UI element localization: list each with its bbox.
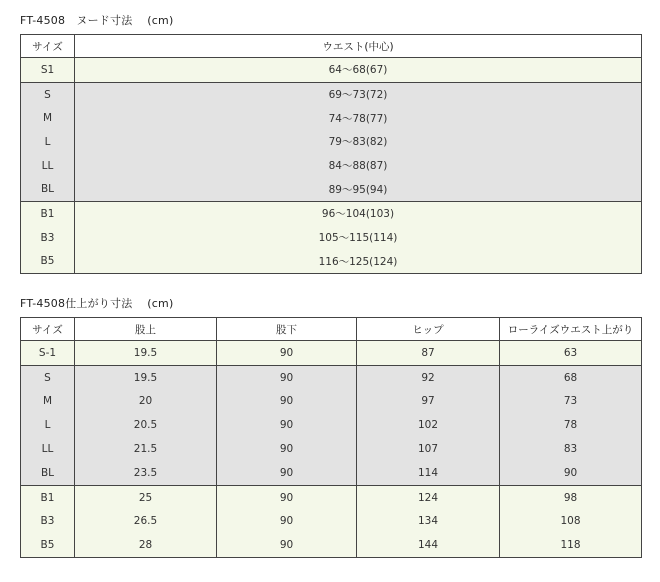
hip-cell: 107 (357, 437, 500, 461)
waist-cell: 89～95(94) (75, 177, 642, 201)
size-cell: S (21, 365, 75, 389)
size-cell: S (21, 82, 75, 106)
lowrise-cell: 118 (500, 533, 642, 557)
table-row (21, 154, 642, 178)
nude-size-title: FT-4508 ヌード寸法 (cm) (20, 14, 174, 27)
lowrise-cell: 98 (500, 485, 642, 509)
table-row (21, 365, 642, 389)
hip-cell: 92 (357, 365, 500, 389)
rise-cell: 25 (75, 485, 217, 509)
size-cell: B5 (21, 533, 75, 557)
size-cell: B5 (21, 250, 75, 274)
inseam-cell: 90 (217, 390, 357, 414)
size-cell: BL (21, 177, 75, 201)
table-row (21, 177, 642, 201)
rise-cell: 28 (75, 533, 217, 557)
waist-cell: 105～115(114) (75, 226, 642, 250)
size-cell: LL (21, 437, 75, 461)
waist-cell: 74～78(77) (75, 106, 642, 130)
header-waist: ウエスト(中心) (75, 35, 642, 58)
size-cell: S-1 (21, 341, 75, 366)
table-row (21, 413, 642, 437)
inseam-cell: 90 (217, 461, 357, 485)
header-size: サイズ (21, 318, 75, 341)
rise-cell: 20 (75, 390, 217, 414)
waist-cell: 69～73(72) (75, 82, 642, 106)
size-cell: LL (21, 154, 75, 178)
waist-cell: 79～83(82) (75, 130, 642, 154)
table-row (21, 58, 642, 83)
rise-cell: 20.5 (75, 413, 217, 437)
waist-cell: 96～104(103) (75, 202, 642, 226)
table-row (21, 130, 642, 154)
table-header-row (21, 35, 642, 58)
header-rise: 股上 (75, 318, 217, 341)
rise-cell: 19.5 (75, 341, 217, 366)
inseam-cell: 90 (217, 437, 357, 461)
table-row (21, 510, 642, 534)
size-cell: B3 (21, 226, 75, 250)
nude-size-table (20, 34, 642, 274)
header-inseam: 股下 (217, 318, 357, 341)
hip-cell: 124 (357, 485, 500, 509)
table-row (21, 485, 642, 509)
inseam-cell: 90 (217, 510, 357, 534)
rise-cell: 19.5 (75, 365, 217, 389)
lowrise-cell: 68 (500, 365, 642, 389)
table-row (21, 82, 642, 106)
inseam-cell: 90 (217, 533, 357, 557)
table-row (21, 533, 642, 557)
lowrise-cell: 63 (500, 341, 642, 366)
table-row (21, 437, 642, 461)
lowrise-cell: 83 (500, 437, 642, 461)
table-row (21, 106, 642, 130)
size-cell: B1 (21, 202, 75, 226)
size-cell: B1 (21, 485, 75, 509)
size-cell: L (21, 130, 75, 154)
table-row (21, 250, 642, 274)
waist-cell: 64～68(67) (75, 58, 642, 83)
size-cell: M (21, 390, 75, 414)
waist-cell: 84～88(87) (75, 154, 642, 178)
table-header-row (21, 318, 642, 341)
table-row (21, 390, 642, 414)
size-cell: B3 (21, 510, 75, 534)
hip-cell: 87 (357, 341, 500, 366)
hip-cell: 144 (357, 533, 500, 557)
table-row (21, 202, 642, 226)
inseam-cell: 90 (217, 485, 357, 509)
table-row (21, 341, 642, 366)
finished-size-table (20, 317, 642, 558)
size-cell: M (21, 106, 75, 130)
lowrise-cell: 90 (500, 461, 642, 485)
hip-cell: 114 (357, 461, 500, 485)
lowrise-cell: 73 (500, 390, 642, 414)
lowrise-cell: 78 (500, 413, 642, 437)
size-cell: S1 (21, 58, 75, 83)
header-hip: ヒップ (357, 318, 500, 341)
table-row (21, 461, 642, 485)
header-lowrise-waist: ローライズウエスト上がり (500, 318, 642, 341)
waist-cell: 116～125(124) (75, 250, 642, 274)
hip-cell: 134 (357, 510, 500, 534)
hip-cell: 102 (357, 413, 500, 437)
size-cell: BL (21, 461, 75, 485)
rise-cell: 23.5 (75, 461, 217, 485)
rise-cell: 21.5 (75, 437, 217, 461)
size-cell: L (21, 413, 75, 437)
table-row (21, 226, 642, 250)
header-size: サイズ (21, 35, 75, 58)
inseam-cell: 90 (217, 413, 357, 437)
inseam-cell: 90 (217, 365, 357, 389)
inseam-cell: 90 (217, 341, 357, 366)
lowrise-cell: 108 (500, 510, 642, 534)
finished-size-title: FT-4508仕上がり寸法 (cm) (20, 297, 174, 310)
hip-cell: 97 (357, 390, 500, 414)
rise-cell: 26.5 (75, 510, 217, 534)
